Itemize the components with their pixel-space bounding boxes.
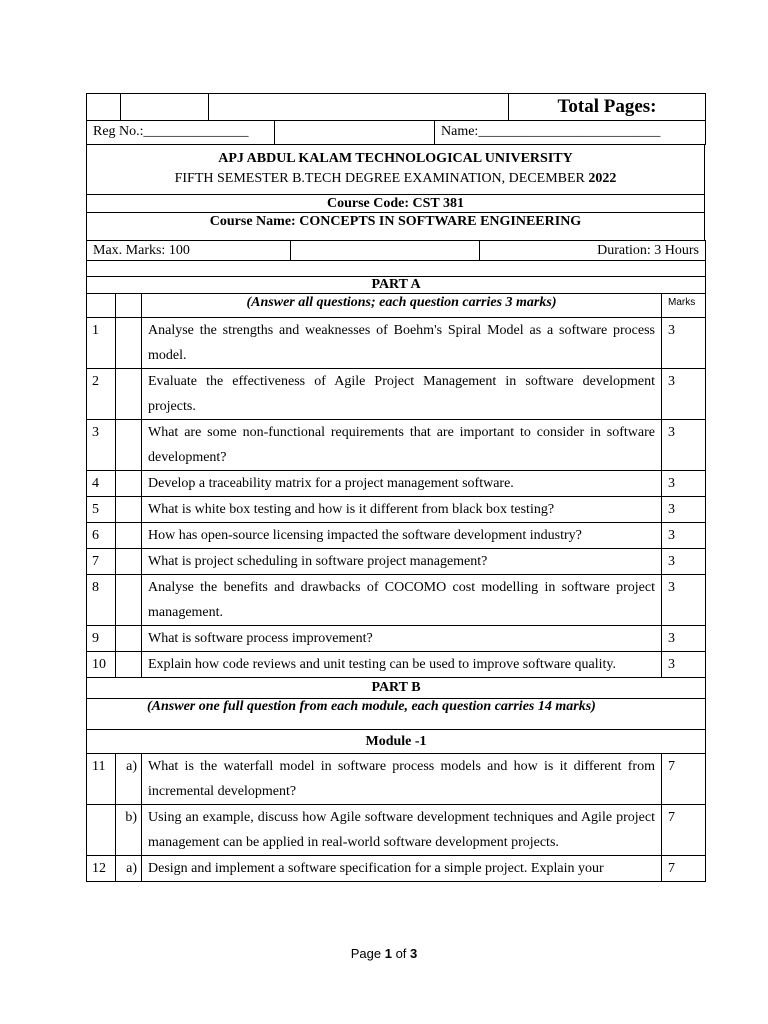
question-number: 7 (87, 549, 116, 575)
question-number (87, 805, 116, 856)
name-field: Name:__________________________ (435, 121, 706, 145)
question-number: 5 (87, 497, 116, 523)
question-text: What are some non-functional requirements that are important to consider in software development? (142, 420, 662, 471)
university-block (87, 145, 705, 195)
question-number: 9 (87, 626, 116, 652)
question-text: What is white box testing and how is it different from black box testing? (142, 497, 662, 523)
question-text: Design and implement a software specification for a simple project. Explain your (142, 856, 662, 882)
sub-part-cell (116, 549, 142, 575)
question-text: How has open-source licensing impacted the software development industry? (142, 523, 662, 549)
marks-header: Marks (662, 294, 706, 318)
question-number: 4 (87, 471, 116, 497)
question-number: 6 (87, 523, 116, 549)
question-row (87, 626, 706, 652)
footer-page-word: Page (350, 946, 385, 961)
sub-part-label: a) (116, 856, 142, 882)
question-number: 11 (87, 754, 116, 805)
question-text: Analyse the benefits and drawbacks of COCOMO cost modelling in software project management. (142, 575, 662, 626)
part-b-instruction: (Answer one full question from each module, each question carries 14 marks) (87, 699, 706, 730)
exam-title (93, 169, 698, 189)
question-text: Explain how code reviews and unit testing can be used to improve software quality. (142, 652, 662, 678)
footer-of-word: of (391, 946, 411, 961)
header-blank-cell (209, 94, 509, 121)
marks-duration-table (86, 240, 706, 277)
question-row (87, 805, 706, 856)
header-blank-cell (87, 94, 121, 121)
question-marks: 7 (662, 856, 706, 882)
sub-part-cell (116, 652, 142, 678)
blank-cell (116, 294, 142, 318)
question-text: Using an example, discuss how Agile software development techniques and Agile project management can be applied in real-world software development projects. (142, 805, 662, 856)
question-row (87, 497, 706, 523)
question-row (87, 420, 706, 471)
question-marks: 3 (662, 369, 706, 420)
part-b-questions (87, 754, 706, 882)
sub-part-cell (116, 471, 142, 497)
duration: Duration: 3 Hours (480, 241, 706, 261)
question-number: 2 (87, 369, 116, 420)
question-row (87, 856, 706, 882)
exam-sheet (86, 93, 705, 882)
question-text: What is the waterfall model in software process models and how is it different from incremental development? (142, 754, 662, 805)
reg-no-field: Reg No.:_______________ (87, 121, 275, 145)
spacer-row (87, 261, 706, 277)
total-pages-label: Total Pages: (509, 94, 706, 121)
question-text: What is project scheduling in software project management? (142, 549, 662, 575)
module-title: Module -1 (87, 730, 706, 754)
exam-title-text: FIFTH SEMESTER B.TECH DEGREE EXAMINATION, DECEMBER (174, 171, 589, 186)
part-a-title: PART A (87, 277, 706, 294)
header-table (86, 93, 706, 121)
question-row (87, 369, 706, 420)
question-marks: 3 (662, 575, 706, 626)
question-number: 12 (87, 856, 116, 882)
question-marks: 3 (662, 652, 706, 678)
question-row (87, 471, 706, 497)
sub-part-cell (116, 369, 142, 420)
question-text: Develop a traceability matrix for a project management software. (142, 471, 662, 497)
question-row (87, 318, 706, 369)
question-row (87, 575, 706, 626)
sub-part-cell (116, 626, 142, 652)
blank-cell (291, 241, 480, 261)
page-footer (0, 946, 768, 961)
question-marks: 3 (662, 523, 706, 549)
question-number: 8 (87, 575, 116, 626)
question-text: Evaluate the effectiveness of Agile Project Management in software development projects. (142, 369, 662, 420)
exam-year: 2022 (588, 171, 617, 186)
sub-part-cell (116, 318, 142, 369)
blank-cell (87, 294, 116, 318)
question-marks: 3 (662, 471, 706, 497)
sub-part-label: a) (116, 754, 142, 805)
sub-part-cell (116, 420, 142, 471)
questions-table (86, 276, 706, 882)
part-b-title: PART B (87, 678, 706, 699)
sub-part-cell (116, 523, 142, 549)
sub-part-cell (116, 575, 142, 626)
question-number: 3 (87, 420, 116, 471)
reg-blank-cell (275, 121, 435, 145)
sub-part-label: b) (116, 805, 142, 856)
question-marks: 3 (662, 497, 706, 523)
question-number: 1 (87, 318, 116, 369)
question-marks: 3 (662, 420, 706, 471)
question-marks: 3 (662, 318, 706, 369)
footer-current-page: 1 (384, 946, 392, 961)
part-a-questions (87, 318, 706, 678)
question-row (87, 523, 706, 549)
question-text: Analyse the strengths and weaknesses of Boehm's Spiral Model as a software process model. (142, 318, 662, 369)
title-table (86, 144, 705, 241)
question-marks: 3 (662, 626, 706, 652)
course-name: Course Name: CONCEPTS IN SOFTWARE ENGINEERING (87, 213, 705, 241)
footer-total-pages: 3 (410, 946, 418, 961)
header-blank-cell (121, 94, 209, 121)
reg-table (86, 120, 706, 145)
question-marks: 7 (662, 805, 706, 856)
question-row (87, 754, 706, 805)
question-marks: 7 (662, 754, 706, 805)
university-name: APJ ABDUL KALAM TECHNOLOGICAL UNIVERSITY (218, 151, 573, 166)
sub-part-cell (116, 497, 142, 523)
part-a-instruction: (Answer all questions; each question carries 3 marks) (142, 294, 662, 318)
question-marks: 3 (662, 549, 706, 575)
course-code: Course Code: CST 381 (87, 195, 705, 213)
question-row (87, 549, 706, 575)
question-row (87, 652, 706, 678)
question-number: 10 (87, 652, 116, 678)
question-text: What is software process improvement? (142, 626, 662, 652)
max-marks: Max. Marks: 100 (87, 241, 291, 261)
